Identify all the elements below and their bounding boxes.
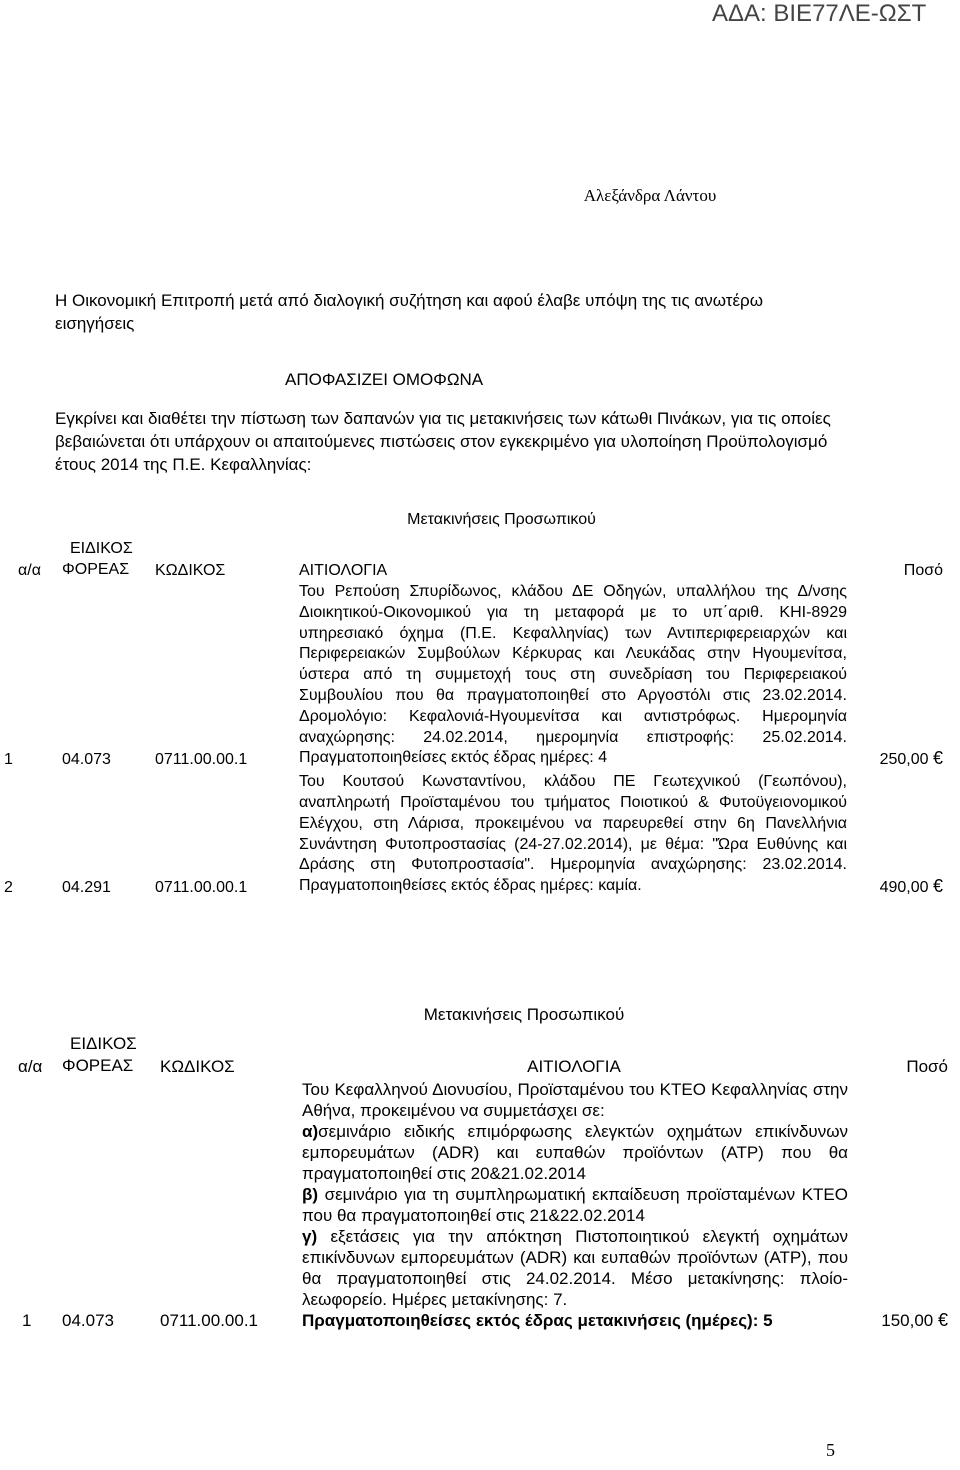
aitiologia-final: Πραγματοποιηθείσες εκτός έδρας μετακινήσεις (ημέρες): 5 bbox=[302, 1311, 773, 1330]
row-poso-value: 490,00 bbox=[879, 878, 929, 896]
euro-icon: € bbox=[937, 1310, 948, 1330]
row-kodikos: 0711.00.00.1 bbox=[155, 751, 248, 769]
header-kodikos: ΚΩΔΙΚΟΣ bbox=[155, 562, 226, 579]
row-aa: 1 bbox=[4, 751, 13, 769]
row-aitiologia bbox=[300, 1079, 848, 1331]
row-aitiologia: Του Κουτσού Κωνσταντίνου, κλάδου ΠΕ Γεωτεχνικού (Γεωπόνου), αναπληρωτή Προϊσταμένου του τμήματος Ποιοτικού & Φυτοϋγειονομικού Ελέγχου, στη Λάρισα, προκειμένου να παρευρεθεί στην 6η Πανελλήνια Συνάντηση Φυτοπροστασίας (24-27.02.2014), με θέμα: "Ώρα Ευθύνης και Δράσης στη Φυτοπροστασία". Ημερομηνία αναχώρησης: 23.02.2014. Πραγματοποιηθείσες εκτός έδρας ημέρες: καμία. bbox=[299, 773, 847, 895]
aitiologia-item-a bbox=[302, 1121, 848, 1184]
decision-title: ΑΠΟΦΑΣΙΖΕΙ ΟΜΟΦΩΝΑ bbox=[285, 370, 484, 389]
row-foreas: 04.291 bbox=[62, 878, 111, 896]
ada-watermark: ΑΔΑ: ΒΙΕ77ΛΕ-ΩΣΤ bbox=[712, 0, 927, 27]
header-foreas bbox=[62, 538, 155, 582]
decision-paragraph: Εγκρίνει και διαθέτει την πίστωση των δαπανών για τις μετακινήσεις των κάτωθι Πινάκων, για τις οποίες βεβαιώνεται ότι υπάρχουν οι απαιτούμενες πιστώσεις στον εγκεκριμένο για υλοποίηση Προϋπολογισμό έτους 2014 της Π.Ε. Κεφαλληνίας: bbox=[55, 409, 831, 474]
header-foreas-line2: ΦΟΡΕΑΣ bbox=[62, 561, 130, 578]
staff-movements-table-2 bbox=[0, 997, 948, 1331]
aitiologia-item-c bbox=[302, 1226, 848, 1310]
item-b-label: β) bbox=[302, 1185, 319, 1204]
row-aa: 1 bbox=[22, 1311, 32, 1330]
header-poso: Ποσό bbox=[906, 1057, 948, 1076]
row-poso bbox=[849, 769, 943, 897]
header-aa: α/α bbox=[18, 1057, 43, 1076]
header-aitiologia: ΑΙΤΙΟΛΟΓΙΑ bbox=[527, 1057, 621, 1076]
signature-name: Αλεξάνδρα Λάντου bbox=[583, 186, 717, 205]
header-poso: Ποσό bbox=[903, 562, 943, 579]
row-foreas: 04.073 bbox=[62, 1311, 114, 1330]
table-caption: Μετακινήσεις Προσωπικού bbox=[423, 1005, 625, 1024]
row-kodikos: 0711.00.00.1 bbox=[155, 878, 248, 896]
header-kodikos: ΚΩΔΙΚΟΣ bbox=[160, 1057, 235, 1076]
staff-movements-table-1 bbox=[0, 502, 943, 897]
item-a-label: α) bbox=[302, 1122, 319, 1141]
row-aa: 2 bbox=[4, 878, 13, 896]
aitiologia-item-b bbox=[302, 1184, 848, 1226]
table-row bbox=[0, 1079, 948, 1331]
header-aa: α/α bbox=[18, 562, 41, 579]
row-poso-value: 150,00 bbox=[881, 1311, 934, 1330]
item-a-text: σεμινάριο ειδικής επιμόρφωσης ελεγκτών οχημάτων επικίνδυνων εμπορευμάτων (ADR) και ευπαθών προϊόντων (ATP) που θα πραγματοποιηθεί στις 20&21.02.2014 bbox=[302, 1122, 848, 1183]
aitiologia-intro: Του Κεφαλληνού Διονυσίου, Προϊσταμένου του ΚΤΕΟ Κεφαλληνίας στην Αθήνα, προκειμένου να συμμετάσχει σε: bbox=[302, 1080, 848, 1120]
table-header-row bbox=[0, 1033, 948, 1079]
row-aitiologia: Του Ρεπούση Σπυρίδωνος, κλάδου ΔΕ Οδηγών, υπαλλήλου της Δ/νσης Διοικητικού-Οικονομικού για τη μεταφορά με το υπ΄αριθ. ΚΗΙ-8929 υπηρεσιακό όχημα (Π.Ε. Κεφαλληνίας) των Αντιπεριφερειαρχών και Περιφερειακών Συμβούλων Κέρκυρας και Λευκάδας στην Ηγουμενίτσα, ύστερα από τη συμμετοχή τους στη συνεδρίαση του Περιφερειακού Συμβουλίου που θα πραγματοποιηθεί στο Αργοστόλι στις 23.02.2014. Δρομολόγιο: Κεφαλονιά-Ηγουμενίτσα και αντιστρόφως. Ημερομηνία αναχώρησης: 24.02.2014, ημερομηνία επιστροφής: 25.02.2014. Πραγματοποιηθείσες εκτός έδρας ημέρες: 4 bbox=[299, 583, 847, 767]
table-row bbox=[0, 769, 943, 897]
row-poso bbox=[848, 1079, 948, 1331]
header-foreas-line2: ΦΟΡΕΑΣ bbox=[62, 1056, 134, 1075]
table-row bbox=[0, 582, 943, 769]
item-c-label: γ) bbox=[302, 1227, 318, 1246]
header-foreas-line1: ΕΙΔΙΚΟΣ bbox=[70, 540, 133, 557]
header-foreas bbox=[62, 1033, 160, 1079]
row-poso bbox=[849, 582, 943, 769]
row-kodikos: 0711.00.00.1 bbox=[160, 1311, 258, 1330]
header-aitiologia: ΑΙΤΙΟΛΟΓΙΑ bbox=[299, 562, 388, 579]
page-number: 5 bbox=[826, 1440, 835, 1460]
item-c-text: εξετάσεις για την απόκτηση Πιστοποιητικού ελεγκτή οχημάτων επικίνδυνων εμπορευμάτων (ADR) και ευπαθών προϊόντων (ATP), που θα πραγματοποιηθεί στις 24.02.2014. Μέσο μετακίνησης: πλοίο-λεωφορείο. Ημέρες μετακίνησης: 7. bbox=[302, 1227, 848, 1309]
intro-paragraph: Η Οικονομική Επιτροπή μετά από διαλογική συζήτηση και αφού έλαβε υπόψη της τις ανωτέρω εισηγήσεις bbox=[55, 291, 763, 333]
table-caption: Μετακινήσεις Προσωπικού bbox=[407, 511, 596, 528]
row-poso-value: 250,00 bbox=[879, 751, 929, 769]
header-foreas-line1: ΕΙΔΙΚΟΣ bbox=[70, 1034, 137, 1053]
euro-icon: € bbox=[932, 748, 943, 769]
item-b-text: σεμινάριο για τη συμπληρωματική εκπαίδευση προϊσταμένων ΚΤΕΟ που θα πραγματοποιηθεί στις 21&22.02.2014 bbox=[302, 1185, 848, 1225]
euro-icon: € bbox=[932, 875, 943, 896]
row-foreas: 04.073 bbox=[62, 751, 111, 769]
table-header-row bbox=[0, 538, 943, 582]
